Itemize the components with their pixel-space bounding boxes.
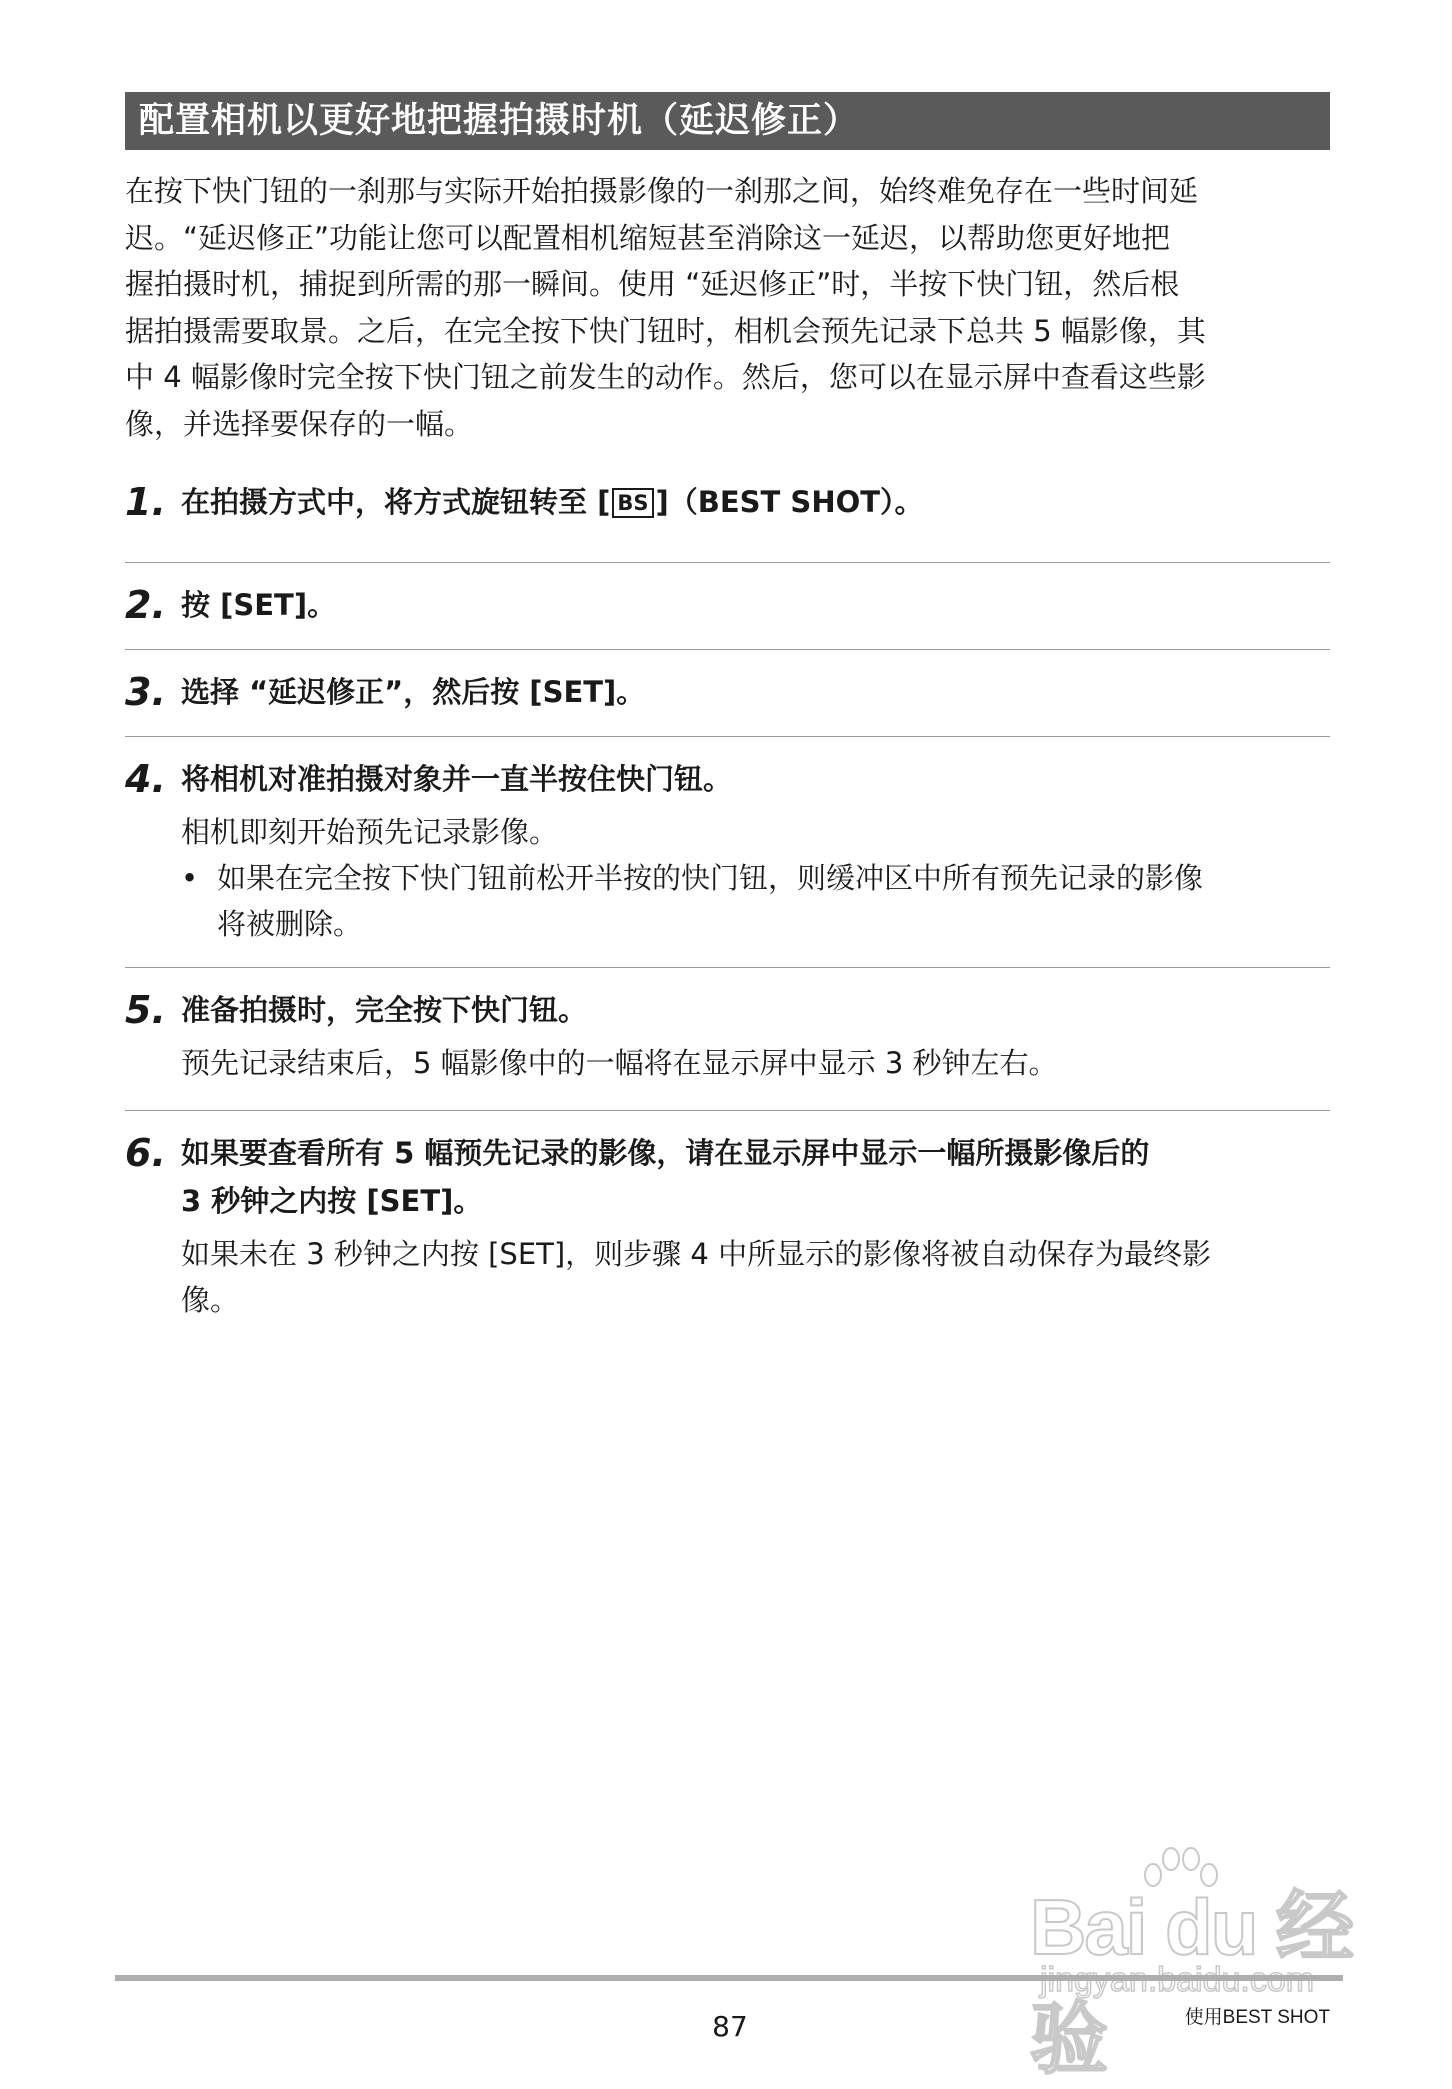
- step-instruction: 按 [SET]。: [181, 588, 337, 622]
- intro-line: 迟。“延迟修正”功能让您可以配置相机缩短甚至消除这一延迟，以帮助您更好地把: [125, 220, 1171, 255]
- step-instruction-part: 在拍摄方式中，将方式旋钮转至 [: [181, 485, 611, 519]
- intro-line: 像，并选择要保存的一幅。: [125, 406, 474, 441]
- intro-line: 中 4 幅影像时完全按下快门钮之前发生的动作。然后，您可以在显示屏中查看这些影: [125, 360, 1206, 394]
- step-instruction-line: 3 秒钟之内按 [SET]。: [181, 1184, 483, 1218]
- step-2: [125, 563, 1330, 650]
- step-detail-text: 相机即刻开始预先记录影像。: [181, 815, 559, 849]
- step-5: [125, 968, 1330, 1111]
- step-4: [125, 737, 1330, 968]
- best-shot-mode-icon: BS: [612, 488, 653, 518]
- intro-line: 据拍摄需要取景。之后，在完全按下快门钮时，相机会预先记录下总共 5 幅影像，其: [125, 313, 1206, 348]
- page-title: 配置相机以更好地把握拍摄时机（延迟修正）: [125, 92, 1330, 150]
- step-number: 4.: [125, 757, 166, 801]
- step-detail-line: 如果未在 3 秒钟之内按 [SET]，则步骤 4 中所显示的影像将被自动保存为最终影: [181, 1237, 1212, 1271]
- step-number: 3.: [125, 670, 166, 714]
- page-number: 87: [712, 2010, 748, 2043]
- step-instruction: 选择 “延迟修正”，然后按 [SET]。: [181, 675, 646, 709]
- step-number: 6.: [125, 1131, 166, 1175]
- step-6: [125, 1111, 1330, 1323]
- step-detail: [181, 1231, 1330, 1323]
- note-line: 如果在完全按下快门钮前松开半按的快门钮，则缓冲区中所有预先记录的影像: [217, 861, 1204, 895]
- step-1: [125, 478, 1330, 563]
- step-instruction-line: 如果要查看所有 5 幅预先记录的影像，请在显示屏中显示一幅所摄影像后的: [181, 1136, 1150, 1170]
- step-instruction: 将相机对准拍摄对象并一直半按住快门钮。: [181, 762, 733, 796]
- bullet-mark: •: [181, 861, 199, 895]
- step-detail: 预先记录结束后，5 幅影像中的一幅将在显示屏中显示 3 秒钟左右。: [181, 1046, 1058, 1080]
- step-detail-line: 像。: [181, 1283, 240, 1317]
- step-instruction: [181, 1129, 1149, 1225]
- note-bullet: [181, 855, 1330, 947]
- intro-line: 在按下快门钮的一刹那与实际开始拍摄影像的一刹那之间，始终难免存在一些时间延: [125, 174, 1199, 208]
- step-instruction: 准备拍摄时，完全按下快门钮。: [181, 993, 588, 1027]
- step-instruction: [181, 478, 924, 526]
- footer-divider: [115, 1975, 1343, 1981]
- section-name: 使用BEST SHOT: [1184, 2007, 1330, 2028]
- intro-paragraph: [125, 168, 1330, 447]
- step-number: 2.: [125, 583, 166, 627]
- intro-line: 握拍摄时机，捕捉到所需的那一瞬间。使用 “延迟修正”时，半按下快门钮，然后根: [125, 267, 1180, 301]
- steps-list: [125, 478, 1330, 1323]
- step-number: 5.: [125, 988, 166, 1032]
- step-3: [125, 650, 1330, 737]
- step-number: 1.: [125, 480, 166, 524]
- watermark-brand: Bai du 经验: [1030, 1883, 1353, 2083]
- note-line: 将被删除。: [217, 907, 363, 941]
- step-detail: [181, 809, 1330, 947]
- step-instruction-part: ]（BEST SHOT）。: [655, 485, 924, 519]
